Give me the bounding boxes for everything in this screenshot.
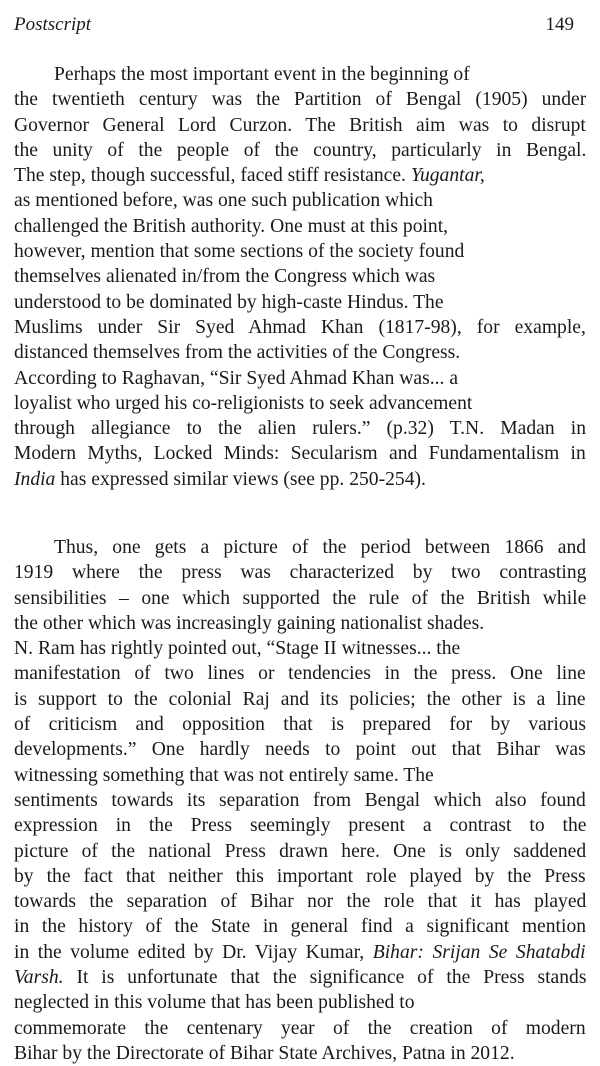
text-line: of criticism and opposition that is prepared for by various <box>14 714 586 736</box>
text-line: challenged the British authority. One must at this point, <box>14 215 449 237</box>
text-line: sensibilities – one which supported the rule of the British while <box>14 587 586 609</box>
text-line <box>14 965 586 990</box>
text-line: the unity of the people of the country, particularly in Bengal. <box>14 139 586 161</box>
italic-title-yugantar: Yugantar, <box>410 165 485 187</box>
text-line: According to Raghavan, “Sir Syed Ahmad Khan was... a <box>14 367 459 389</box>
text-line: picture of the national Press drawn here. One is only saddened <box>14 840 586 862</box>
text-line: however, mention that some sections of the society found <box>14 241 465 263</box>
text-line: in the history of the State in general find a significant mention <box>14 916 586 938</box>
text-line: loyalist who urged his co-religionists to seek advancement <box>14 392 473 414</box>
italic-book-title-end: India <box>14 468 56 490</box>
paragraph-press-sensibilities <box>14 535 586 1066</box>
text-line: Thus, one gets a picture of the period between 1866 and <box>54 537 586 558</box>
text-line <box>14 940 586 965</box>
text-line: commemorate the centenary year of the creation of modern <box>14 1017 586 1039</box>
paragraph-partition-of-bengal <box>14 62 586 492</box>
text-run: in the volume edited by Dr. Vijay Kumar, <box>14 941 373 963</box>
italic-volume-title-end: Varsh. <box>14 967 64 989</box>
text-line: neglected in this volume that has been published to <box>14 992 415 1014</box>
text-line: witnessing something that was not entirely same. The <box>14 764 434 786</box>
text-line: the other which was increasingly gaining nationalist shades. <box>14 612 485 634</box>
text-line: manifestation of two lines or tendencies in the press. One line <box>14 663 586 685</box>
text-line: towards the separation of Bihar nor the role that it has played <box>14 891 586 913</box>
text-line: understood to be dominated by high-caste Hindus. The <box>14 291 444 313</box>
running-title: Postscript <box>14 14 92 35</box>
text-line: as mentioned before, was one such publication which <box>14 190 433 212</box>
italic-book-title: Modern Myths, Locked Minds: Secularism and Fundamentalism in <box>14 443 586 465</box>
text-line: 1919 where the press was characterized by two contrasting <box>14 562 586 584</box>
text-line: sentiments towards its separation from Bengal which also found <box>14 789 586 811</box>
text-line: developments.” One hardly needs to point out that Bihar was <box>14 739 586 761</box>
text-line: the twentieth century was the Partition of Bengal (1905) under <box>14 89 586 111</box>
italic-volume-title: Bihar: Srijan Se Shatabdi <box>372 941 586 963</box>
text-line: themselves alienated in/from the Congress which was <box>14 266 436 288</box>
text-run: has expressed similar views (see pp. 250-254). <box>55 468 426 490</box>
text-line: N. Ram has rightly pointed out, “Stage II witnesses... the <box>14 638 461 660</box>
page-number: 149 <box>545 14 574 35</box>
text-run: The step, though successful, faced stiff resistance. <box>14 165 406 187</box>
text-line: is support to the colonial Raj and its policies; the other is a line <box>14 688 586 710</box>
text-line: Governor General Lord Curzon. The British aim was to disrupt <box>14 114 586 136</box>
running-head <box>14 14 586 38</box>
text-line: Perhaps the most important event in the beginning of <box>54 64 470 85</box>
text-line: by the fact that neither this important role played by the Press <box>14 865 586 887</box>
text-line: Muslims under Sir Syed Ahmad Khan (1817-98), for example, <box>14 316 586 338</box>
text-line: expression in the Press seemingly present a contrast to the <box>14 815 586 837</box>
text-line <box>14 163 586 188</box>
text-line: Bihar by the Directorate of Bihar State Archives, Patna in 2012. <box>14 1042 515 1064</box>
text-line: distanced themselves from the activities of the Congress. <box>14 342 461 364</box>
text-line: through allegiance to the alien rulers.” (p.32) T.N. Madan in <box>14 418 586 440</box>
text-run: It is unfortunate that the significance of the Press stands <box>63 967 586 989</box>
text-line <box>14 467 586 492</box>
